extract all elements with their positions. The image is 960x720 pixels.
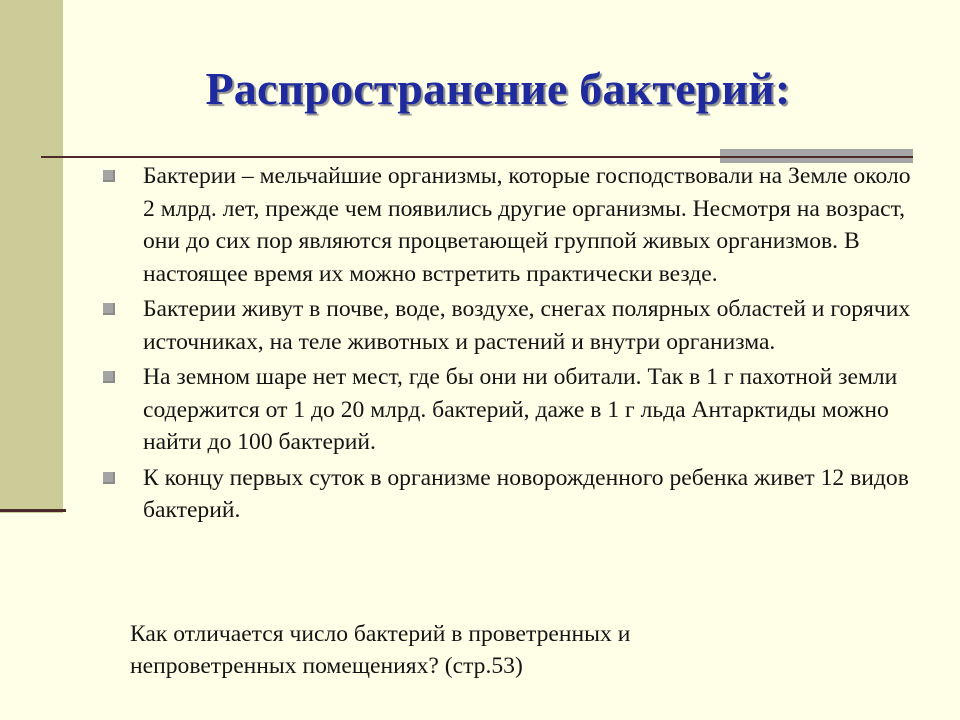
question-text: Как отличается число бактерий в проветренных и непроветренных помещениях? (стр.53)	[130, 621, 631, 679]
bullet-item	[103, 361, 913, 459]
square-bullet-icon	[103, 371, 115, 383]
bullet-text: К концу первых суток в организме новорожденного ребенка живет 12 видов бактерий.	[143, 464, 909, 523]
bullet-list	[103, 160, 913, 530]
bullet-text: Бактерии – мельчайшие организмы, которые господствовали на Земле около 2 млрд. лет, прежде чем появились другие организмы. Несмотря на возраст, они до сих пор являются процветающей группой живых организмов. В настоящее время их можно встретить практически везде.	[143, 163, 911, 287]
square-bullet-icon	[103, 170, 115, 182]
title-divider-line	[41, 156, 913, 158]
bullet-item	[103, 462, 913, 527]
bullet-text: На земном шаре нет мест, где бы они ни обитали. Так в 1 г пахотной земли содержится от 1 до 20 млрд. бактерий, даже в 1 г льда Антарктиды можно найти до 100 бактерий.	[143, 364, 898, 455]
bullet-text: Бактерии живут в почве, воде, воздухе, снегах полярных областей и горячих источниках, на теле животных и растений и внутри организма.	[143, 296, 911, 355]
square-bullet-icon	[103, 472, 115, 484]
left-band-underline	[0, 509, 66, 512]
square-bullet-icon	[103, 303, 115, 315]
slide-title: Распространение бактерий:	[205, 63, 791, 114]
bullet-item	[103, 293, 913, 358]
bullet-item	[103, 160, 913, 290]
